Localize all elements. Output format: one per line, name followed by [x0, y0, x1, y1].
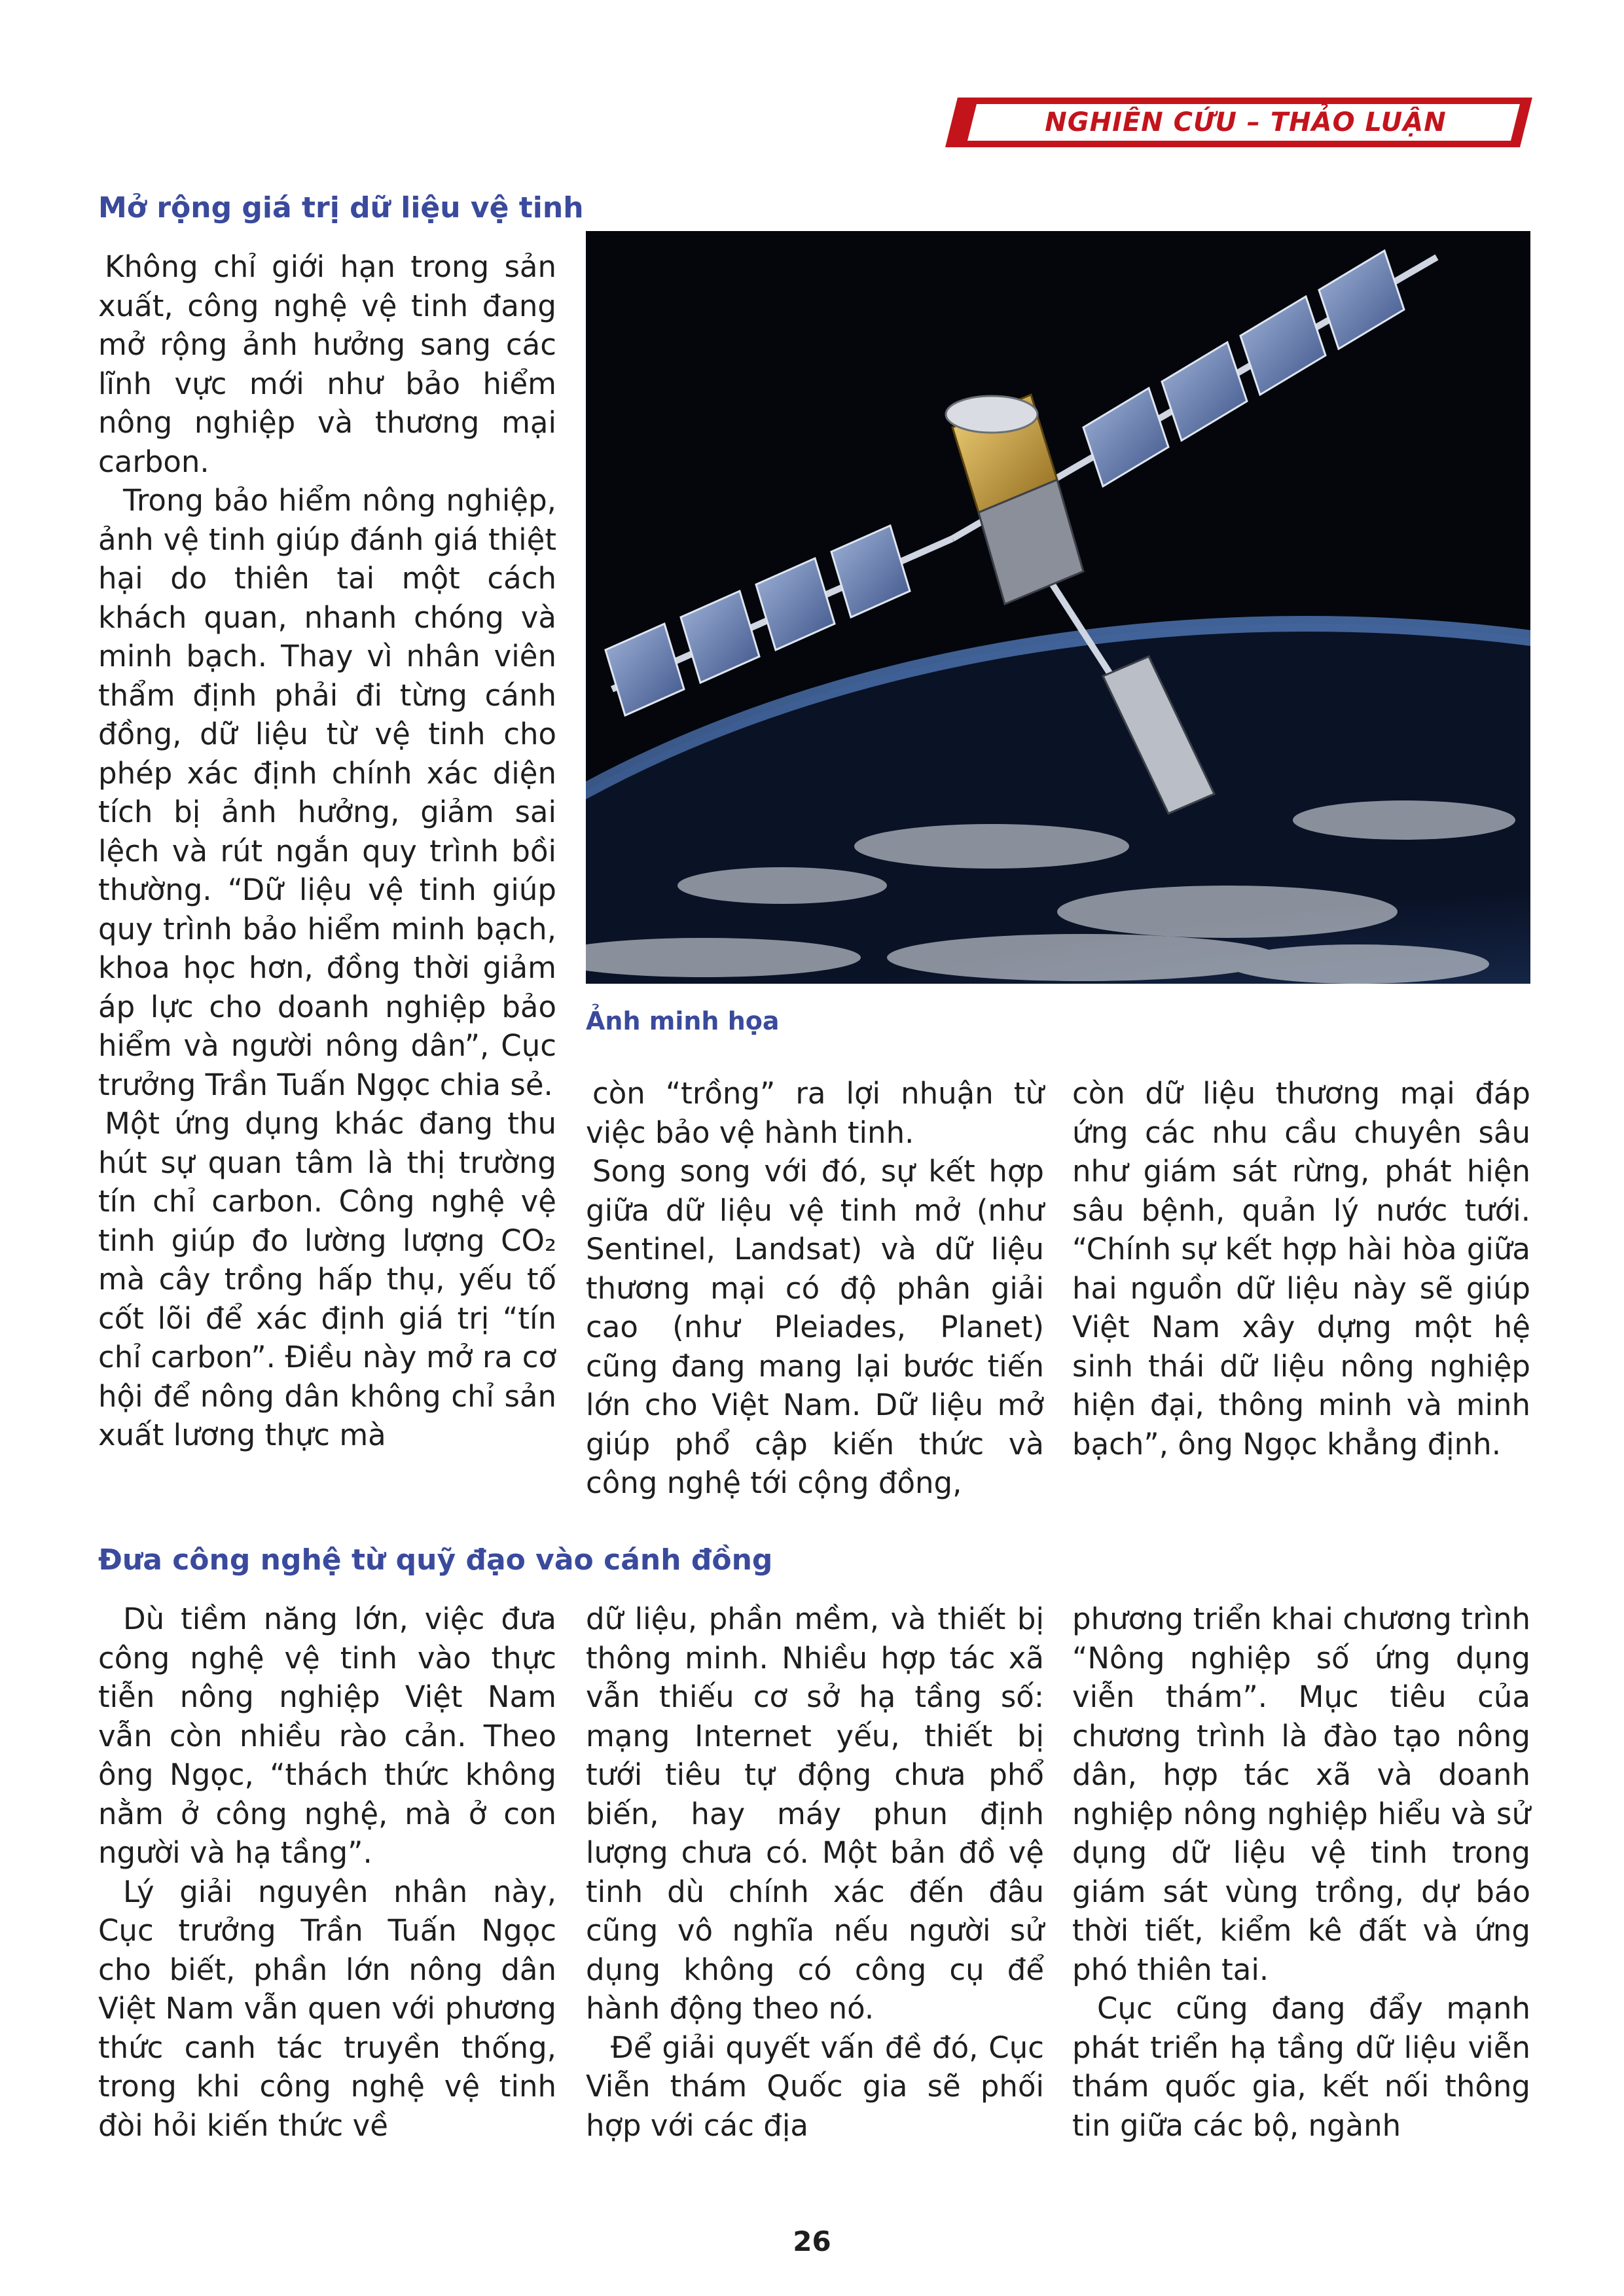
paragraph: phương triển khai chương trình “Nông nghiệp số ứng dụng viễn thám”. Mục tiêu của chương trình là đào tạo nông dân, hợp tác xã và doanh nghiệp nông nghiệp hiểu và sử dụng dữ liệu vệ tinh trong giám sát vùng trồng, dự báo thời tiết, kiểm kê đất và ứng phó thiên tai. [1072, 1602, 1530, 1987]
section2-column-1 [98, 1600, 556, 2145]
paragraph: Để giải quyết vấn đề đó, Cục Viễn thám Quốc gia sẽ phối hợp với các địa [586, 2030, 1044, 2143]
satellite-photo [586, 231, 1530, 984]
paragraph: Lý giải nguyên nhân này, Cục trưởng Trần Tuấn Ngọc cho biết, phần lớn nông dân Việt Nam vẫn quen với phương thức canh tác truyền thống, trong khi công nghệ vệ tinh đòi hỏi kiến thức về [98, 1874, 556, 2143]
page-number: 26 [793, 2225, 831, 2257]
paragraph: Trong bảo hiểm nông nghiệp, ảnh vệ tinh giúp đánh giá thiệt hại do thiên tai một cách khách quan, nhanh chóng và minh bạch. Thay vì nhân viên thẩm định phải đi từng cánh đồng, dữ liệu từ vệ tinh cho phép xác định chính xác diện tích bị ảnh hưởng, giảm sai lệch và rút ngắn quy trình bồi thường. “Dữ liệu vệ tinh giúp quy trình bảo hiểm minh bạch, khoa học hơn, đồng thời giảm áp lực cho doanh nghiệp bảo hiểm và người nông dân”, Cục trưởng Trần Tuấn Ngọc chia sẻ. [98, 483, 556, 1102]
section2-column-2 [586, 1600, 1044, 2145]
paragraph: còn “trồng” ra lợi nhuận từ việc bảo vệ hành tinh. [586, 1076, 1044, 1150]
paragraph: Dù tiềm năng lớn, việc đưa công nghệ vệ tinh vào thực tiễn nông nghiệp Việt Nam vẫn còn nhiều rào cản. Theo ông Ngọc, “thách thức không nằm ở công nghệ, mà ở con người và hạ tầng”. [98, 1602, 556, 1870]
photo-caption: Ảnh minh họa [586, 1007, 780, 1035]
paragraph: Cục cũng đang đẩy mạnh phát triển hạ tầng dữ liệu viễn thám quốc gia, kết nối thông tin giữa các bộ, ngành [1072, 1991, 1530, 2143]
section-heading-2: Đưa công nghệ từ quỹ đạo vào cánh đồng [98, 1543, 773, 1577]
section1-column-1 [98, 247, 556, 1455]
section-tag [945, 98, 1520, 147]
section-tag-label: NGHIÊN CỨU – THẢO LUẬN [1045, 107, 1447, 137]
section-heading-1: Mở rộng giá trị dữ liệu vệ tinh [98, 191, 584, 224]
paragraph: Song song với đó, sự kết hợp giữa dữ liệu vệ tinh mở (như Sentinel, Landsat) và dữ liệu thương mại có độ phân giải cao (như Pleiades, Planet) cũng đang mang lại bước tiến lớn cho Việt Nam. Dữ liệu mở giúp phổ cập kiến thức và công nghệ tới cộng đồng, [586, 1154, 1044, 1500]
section1-column-3 [1072, 1074, 1530, 1463]
paragraph: dữ liệu, phần mềm, và thiết bị thông minh. Nhiều hợp tác xã vẫn thiếu cơ sở hạ tầng số: mạng Internet yếu, thiết bị tưới tiêu tự động chưa phổ biến, hay máy phun định lượng chưa có. Một bản đồ vệ tinh dù chính xác đến đâu cũng vô nghĩa nếu người sử dụng không có công cụ để hành động theo nó. [586, 1602, 1044, 2026]
section2-column-3 [1072, 1600, 1530, 2145]
section1-column-2 [586, 1074, 1044, 1503]
paragraph: Một ứng dụng khác đang thu hút sự quan tâm là thị trường tín chỉ carbon. Công nghệ vệ tinh giúp đo lường lượng CO₂ mà cây trồng hấp thụ, yếu tố cốt lõi để xác định giá trị “tín chỉ carbon”. Điều này mở ra cơ hội để nông dân không chỉ sản xuất lương thực mà [98, 1106, 556, 1452]
paragraph: Không chỉ giới hạn trong sản xuất, công nghệ vệ tinh đang mở rộng ảnh hưởng sang các lĩnh vực mới như bảo hiểm nông nghiệp và thương mại carbon. [98, 249, 556, 479]
paragraph: còn dữ liệu thương mại đáp ứng các nhu cầu chuyên sâu như giám sát rừng, phát hiện sâu bệnh, quản lý nước tưới. “Chính sự kết hợp hài hòa giữa hai nguồn dữ liệu này sẽ giúp Việt Nam xây dựng một hệ sinh thái dữ liệu nông nghiệp hiện đại, thông minh và minh bạch”, ông Ngọc khẳng định. [1072, 1076, 1530, 1462]
